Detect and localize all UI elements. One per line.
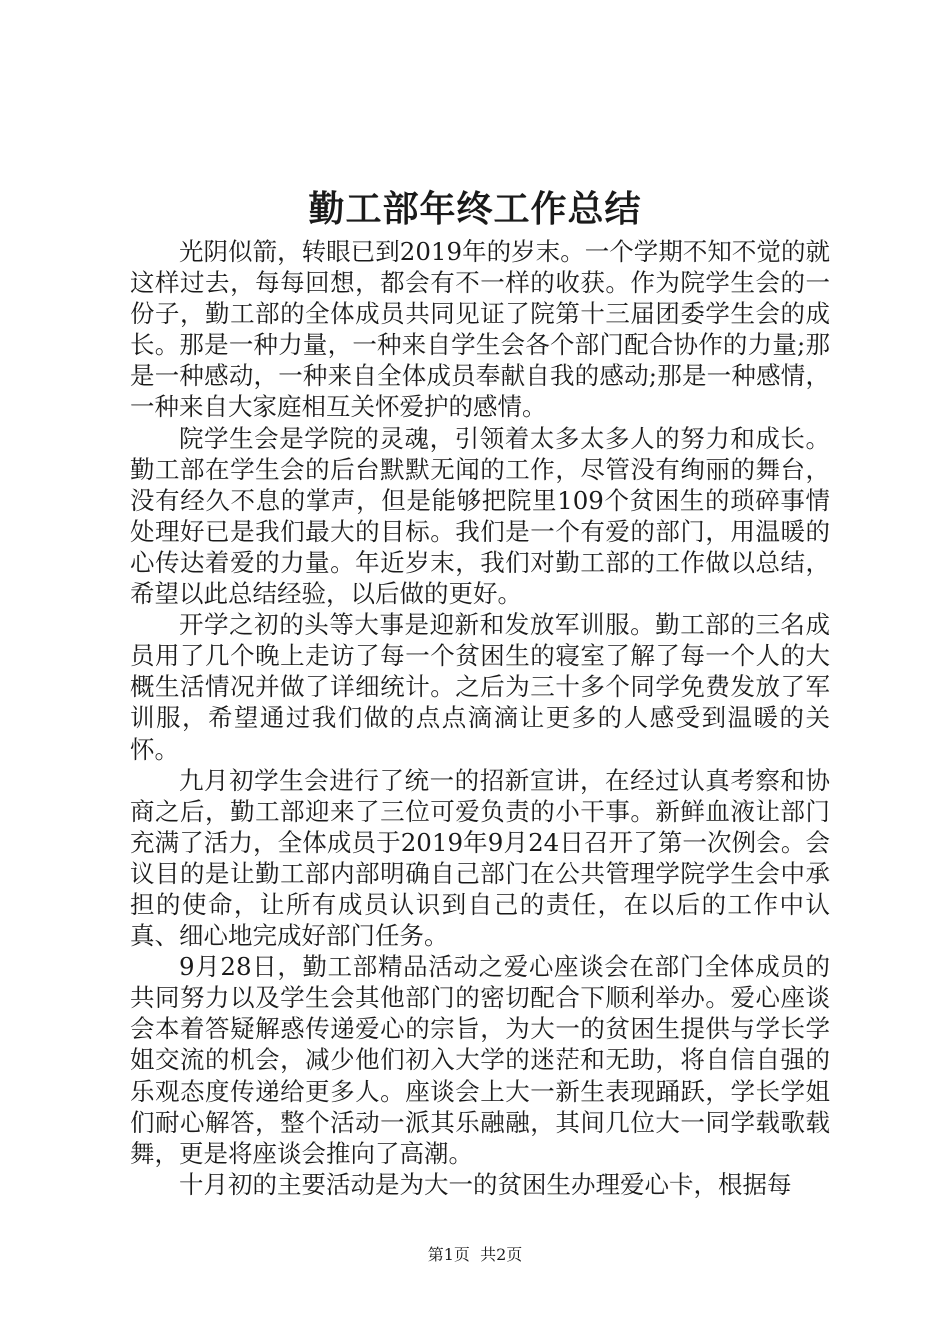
paragraph: 十月初的主要活动是为大一的贫困生办理爱心卡，根据每 [179, 1169, 792, 1199]
paragraph: 九月初学生会进行了统一的招新宣讲，在经过认真考察和协商之后，勤工部迎来了三位可爱负责的小干事。新鲜血液让部门充满了活力，全体成员于2019年9月24日召开了第一次例会。会议目的是让勤工部内部明确自己部门在公共管理学院学生会中承担的使命，让所有成员认识到自己的责任，在以后的工作中认真、细心地完成好部门任务。 [130, 765, 830, 951]
paragraph: 光阴似箭，转眼已到2019年的岁末。一个学期不知不觉的就这样过去，每每回想，都会有不一样的收获。作为院学生会的一份子，勤工部的全体成员共同见证了院第十三届团委学生会的成长。那是一种力量，一种来自学生会各个部门配合协作的力量;那是一种感动，一种来自全体成员奉献自我的感动;那是一种感情，一种来自大家庭相互关怀爱护的感情。 [130, 237, 830, 422]
paragraph: 开学之初的头等大事是迎新和发放军训服。勤工部的三名成员用了几个晚上走访了每一个贫困生的寝室了解了每一个人的大概生活情况并做了详细统计。之后为三十多个同学免费发放了军训服，希望通过我们做的点点滴滴让更多的人感受到温暖的关怀。 [130, 610, 830, 764]
document-title: 勤工部年终工作总结 [308, 188, 642, 230]
document-body [130, 236, 830, 1200]
page-footer [0, 1244, 950, 1266]
paragraph: 9月28日，勤工部精品活动之爱心座谈会在部门全体成员的共同努力以及学生会其他部门的密切配合下顺利举办。爱心座谈会本着答疑解惑传递爱心的宗旨，为大一的贫困生提供与学长学姐交流的机会，减少他们初入大学的迷茫和无助，将自信自强的乐观态度传递给更多人。座谈会上大一新生表现踊跃，学长学姐们耐心解答，整个活动一派其乐融融，其间几位大一同学载歌载舞，更是将座谈会推向了高潮。 [130, 952, 830, 1168]
paragraph: 院学生会是学院的灵魂，引领着太多太多人的努力和成长。勤工部在学生会的后台默默无闻的工作，尽管没有绚丽的舞台，没有经久不息的掌声，但是能够把院里109个贫困生的琐碎事情处理好已是我们最大的目标。我们是一个有爱的部门，用温暖的心传达着爱的力量。年近岁末，我们对勤工部的工作做以总结，希望以此总结经验，以后做的更好。 [130, 423, 830, 609]
page-number-label: 第1页 共2页 [427, 1245, 523, 1264]
